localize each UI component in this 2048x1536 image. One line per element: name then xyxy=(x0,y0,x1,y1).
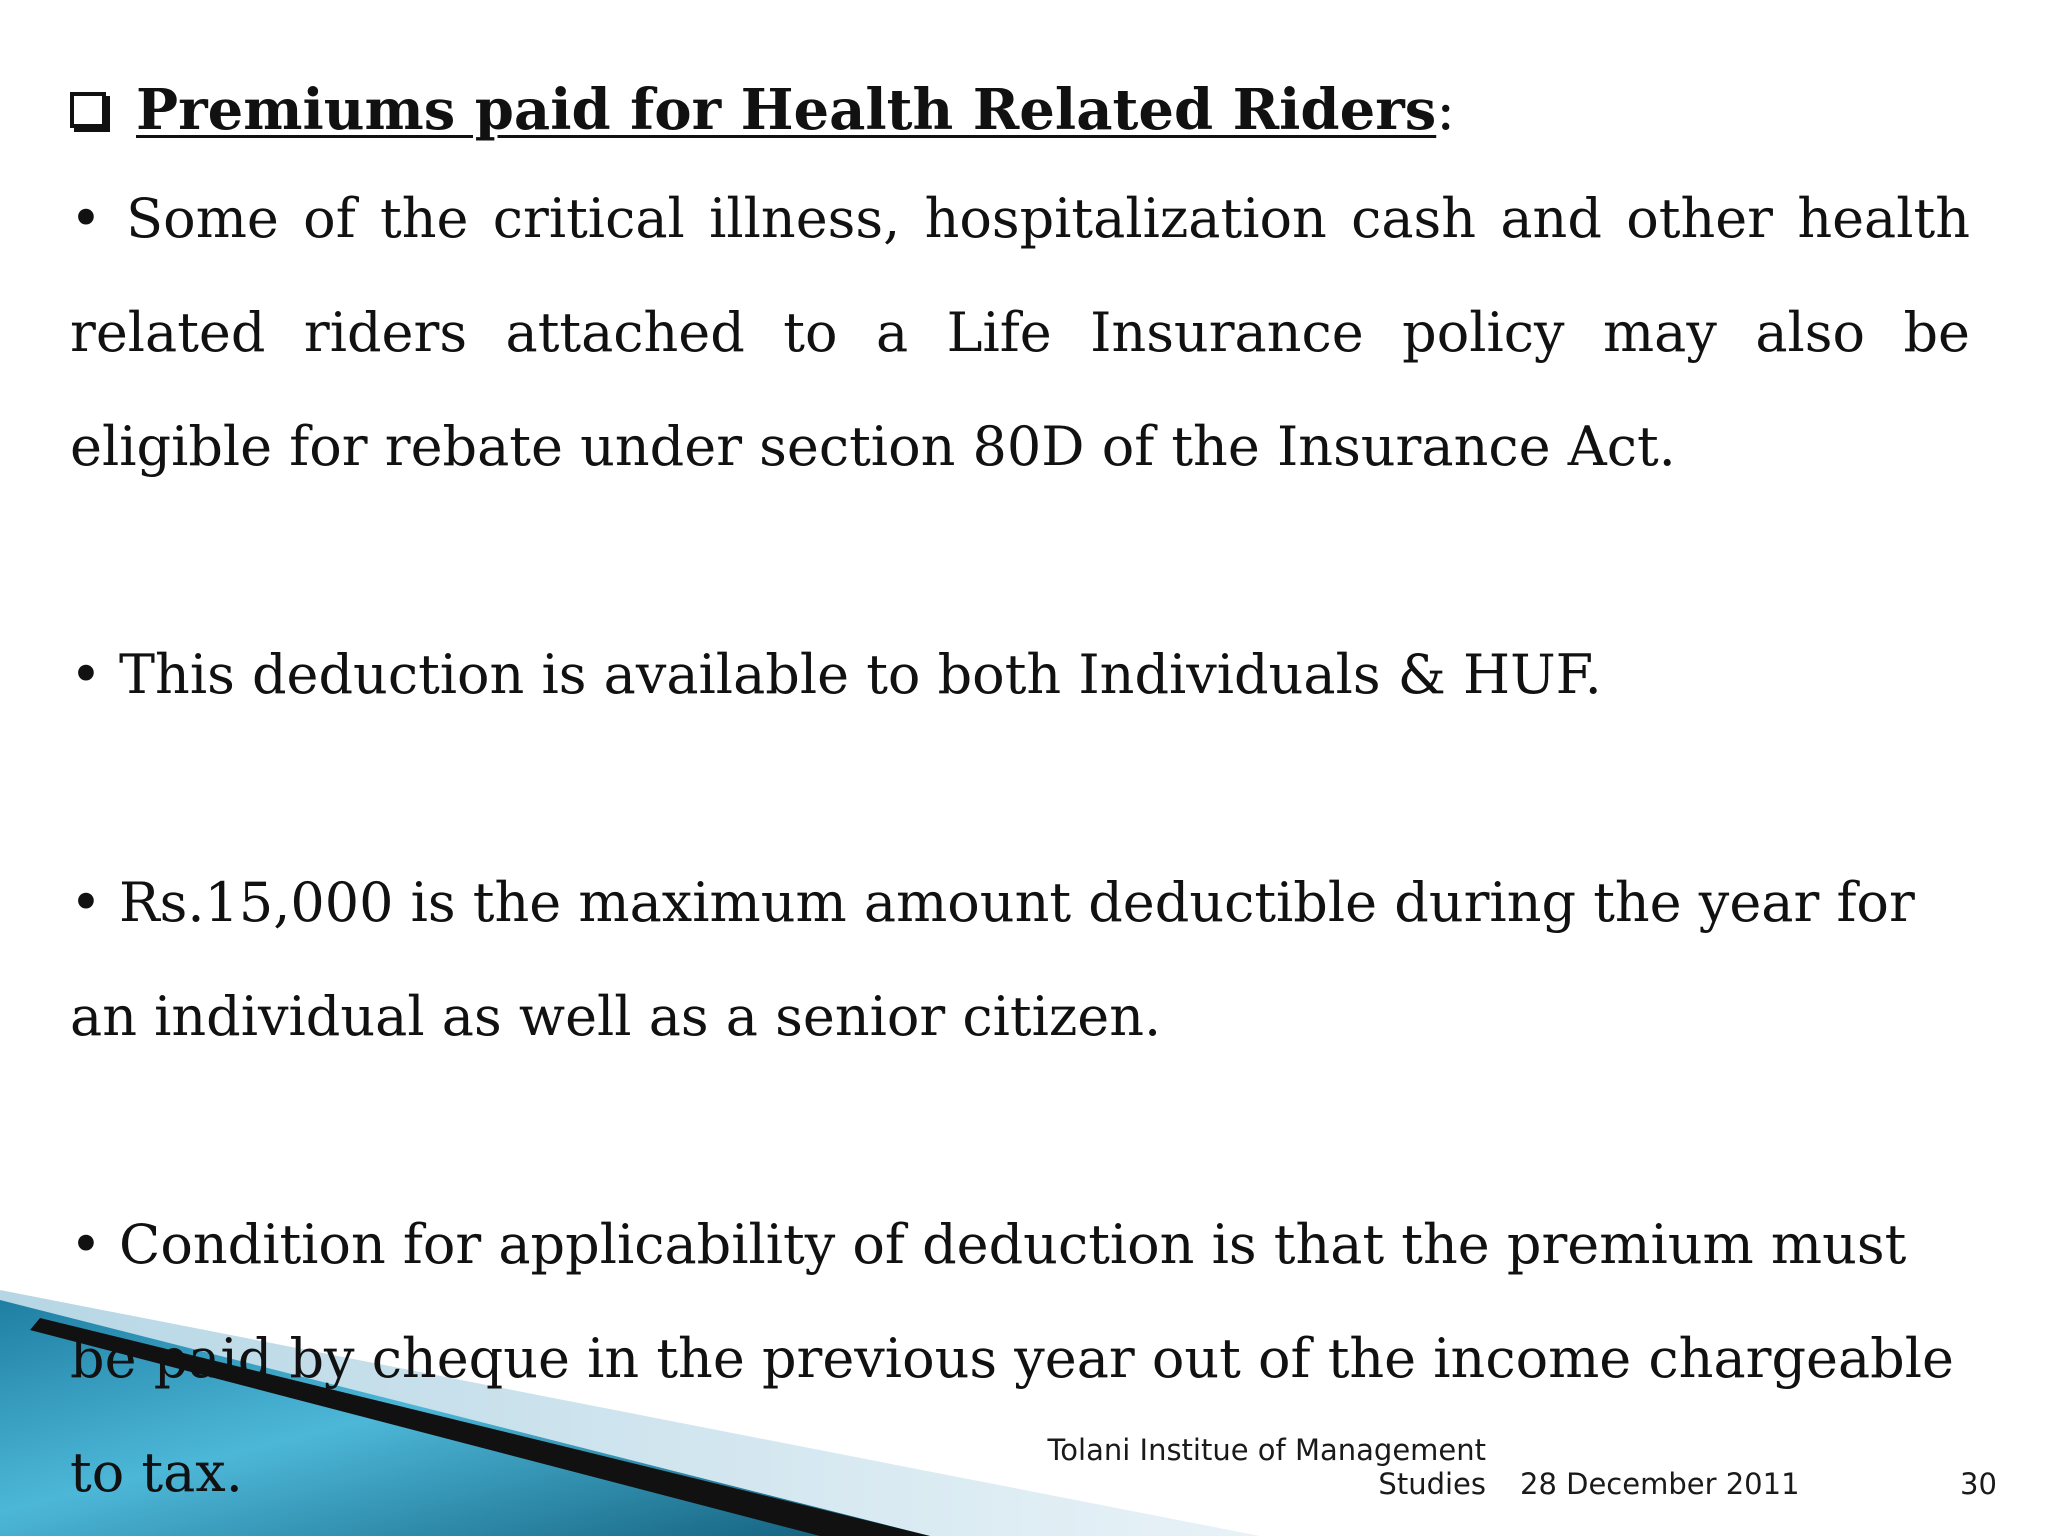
slide-content xyxy=(70,68,1970,1530)
heading-text: Premiums paid for Health Related Riders xyxy=(136,77,1437,143)
bullet-item: • This deduction is available to both Individuals & HUF. xyxy=(70,643,1602,706)
spacer xyxy=(70,1074,1970,1188)
bullet-item: • Condition for applicability of deduction is that the premium must be paid by cheque in the previous year out of the income chargeable to tax. xyxy=(70,1213,1954,1504)
footer-organization: Tolani Institue of Management Studies xyxy=(1047,1433,1486,1501)
footer-page-number: 30 xyxy=(1960,1467,1997,1501)
spacer xyxy=(70,504,1970,618)
bullet-item: • Some of the critical illness, hospitalization cash and other health related riders attached to a Life Insurance policy may also be eligible for rebate under section 80D of the Insurance Act. xyxy=(70,187,1970,478)
heading-colon: : xyxy=(1436,77,1456,143)
footer-date: 28 December 2011 xyxy=(1520,1467,1800,1501)
slide-heading xyxy=(70,68,1970,152)
spacer xyxy=(70,732,1970,846)
checkbox-icon xyxy=(70,92,106,128)
bullet-item: • Rs.15,000 is the maximum amount deductible during the year for an individual as well as a senior citizen. xyxy=(70,871,1915,1048)
